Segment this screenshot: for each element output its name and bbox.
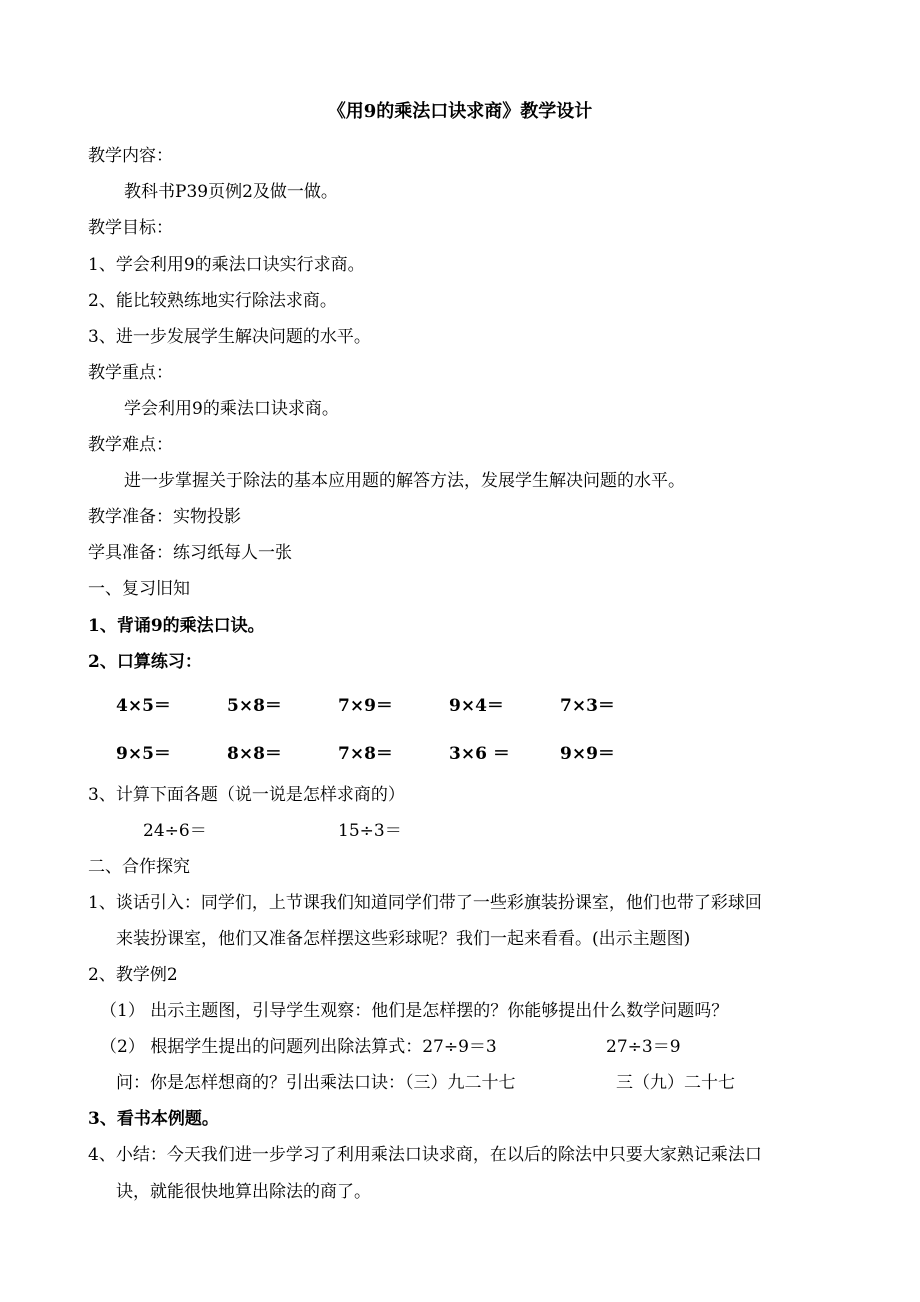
calc-problem-2: 15÷3＝ — [338, 821, 402, 841]
oral-calc-r2-c1: 9×5＝ — [116, 744, 171, 764]
oral-calc-r1-c4: 9×4＝ — [449, 696, 504, 716]
section1-item-2: 2、口算练习： — [88, 652, 202, 672]
oral-calc-r2-c5: 9×9＝ — [560, 744, 615, 764]
goal-item-2: 2、能比较熟练地实行除法求商。 — [88, 291, 337, 311]
content-heading: 教学内容： — [88, 146, 173, 166]
section2-item-2: 2、教学例2 — [88, 965, 178, 985]
key-point-text: 学会利用9的乘法口诀求商。 — [124, 399, 339, 419]
oral-calc-r1-c3: 7×9＝ — [338, 696, 393, 716]
example-step-2: （2） 根据学生提出的问题列出除法算式：27÷9＝3 — [100, 1037, 497, 1057]
difficulty-text: 进一步掌握关于除法的基本应用题的解答方法，发展学生解决问题的水平。 — [124, 471, 685, 491]
oral-calc-r2-c3: 7×8＝ — [338, 744, 393, 764]
oral-calc-r2-c4: 3×6 ＝ — [449, 744, 510, 764]
student-preparation: 学具准备：练习纸每人一张 — [88, 543, 292, 563]
difficulty-heading: 教学难点： — [88, 435, 173, 455]
example-equation-2: 27÷3＝9 — [606, 1037, 681, 1057]
summary-line-2: 诀，就能很快地算出除法的商了。 — [116, 1182, 371, 1202]
section1-item-1: 1、背诵9的乘法口诀。 — [88, 616, 265, 636]
multiplication-rule-2: 三（九）二十七 — [616, 1073, 735, 1093]
goal-item-3: 3、进一步发展学生解决问题的水平。 — [88, 327, 371, 347]
content-text: 教科书P39页例2及做一做。 — [124, 182, 338, 202]
summary-line-1: 4、小结：今天我们进一步学习了利用乘法口诀求商，在以后的除法中只要大家熟记乘法口 — [88, 1145, 762, 1165]
section2-item-1-line-2: 来装扮课室，他们又准备怎样摆这些彩球呢？我们一起来看看。(出示主题图) — [116, 929, 691, 949]
oral-calc-r2-c2: 8×8＝ — [227, 744, 282, 764]
goal-item-1: 1、学会利用9的乘法口诀实行求商。 — [88, 255, 365, 275]
example-step-1: （1） 出示主题图，引导学生观察：他们是怎样摆的？你能够提出什么数学问题吗？ — [100, 1001, 729, 1021]
key-point-heading: 教学重点： — [88, 363, 173, 383]
section2-item-1-line-1: 1、谈话引入：同学们，上节课我们知道同学们带了一些彩旗装扮课室，他们也带了彩球回 — [88, 893, 762, 913]
goals-heading: 教学目标： — [88, 218, 173, 238]
section2-heading: 二、合作探究 — [88, 857, 190, 877]
section2-item-3: 3、看书本例题。 — [88, 1109, 219, 1129]
document-title: 《用9的乘法口诀求商》教学设计 — [327, 101, 593, 122]
oral-calc-r1-c5: 7×3＝ — [560, 696, 615, 716]
oral-calc-r1-c2: 5×8＝ — [227, 696, 282, 716]
section1-heading: 一、复习旧知 — [88, 579, 190, 599]
section1-item-3: 3、计算下面各题（说一说是怎样求商的） — [88, 785, 405, 805]
question-line: 问：你是怎样想商的？引出乘法口诀：（三）九二十七 — [116, 1073, 516, 1093]
teacher-preparation: 教学准备：实物投影 — [88, 507, 241, 527]
oral-calc-r1-c1: 4×5＝ — [116, 696, 171, 716]
calc-problem-1: 24÷6＝ — [143, 821, 207, 841]
